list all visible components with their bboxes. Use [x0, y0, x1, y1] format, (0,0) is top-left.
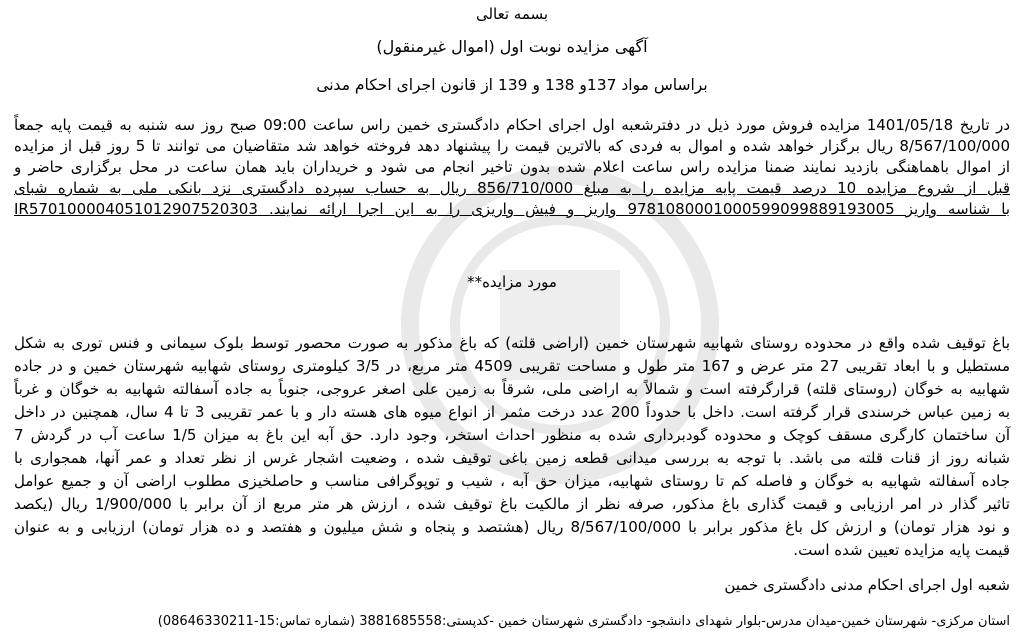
signature: شعبه اول اجرای احکام مدنی دادگستری خمین [724, 576, 1010, 594]
body-line: باغ توقیف شده واقع در محدوده روستای شهابیه شهرستان خمین (اراضی قلته) که باغ مذکور به صورت محصور توسط بلوک سیمانی و فنس توری به شکل [14, 334, 1010, 352]
body-line: مستطیل و با ابعاد تقریبی 27 متر عرض و 167 متر طول و مساحت تقریبی 4509 متر مربع، در 3/5 کیلومتری روستای شهابیه شهرستان خمین و در جاده [14, 357, 1010, 375]
body-line: و نود هزار تومان) و ارزش کل باغ مذکور برابر با 8/567/100/000 ریال (هشتصد و پنجاه و شش میلیون و هفتصد و ده هزار تومان) ارزیابی و به عنوان [14, 518, 1010, 536]
body-line: آن ساختمان کارگری مسقف کوچک و محدوده گودبرداری شده به منظور احداث استخر، وجود دارد. حق آبه این باغ به میزان 1/5 ساعت آب در گردش 7 [14, 426, 1011, 444]
item-heading: مورد مزایده** [467, 273, 557, 291]
body-line: شهابیه به خوگان (روستای قلته) قرارگرفته است و شمالاً به اراضی ملی، شرقاً به زمین علی اصغر عروجی، جنوباً به جاده آسفالته شهابیه به خوگان و غرباً [14, 380, 1010, 398]
body-line: قیمت پایه مزایده تعیین شده است. [793, 541, 1010, 559]
notice-subtitle: براساس مواد 137و 138 و 139 از قانون اجرای احکام مدنی [316, 76, 708, 94]
intro-line: در تاریخ 1401/05/18 مزایده فروش مورد ذیل در دفترشعبه اول اجرای احکام دادگستری خمین راس ساعت 09:00 صبح روز سه شنبه به قیمت پایه جمعاً [14, 116, 1011, 134]
intro-line: قبل از شروع مزایده 10 درصد قیمت پایه مزایده را به مبلغ 856/710/000 ریال به حساب سپرده دادگستری نزد بانکی ملی به شماره شبای [14, 179, 1011, 197]
body-line: شبانه روز از قنات قلته می باشد. با توجه به بررسی میدانی قطعه زمین باغی توقیف شده ، وضعیت اشجار غرس از نظر تعداد و عمر آنها، همجواری با [14, 449, 1010, 467]
body-line: جاده آسفالته شهابیه به خوگان و فاصله کم تا روستای شهابیه، میزان حق آبه ، شیب و توپوگرافی مناسب و حاصلخیزی مطلوب اراضی آن و جمیع عوامل [14, 472, 1010, 490]
intro-line: 8/567/100/000 ریال برگزار خواهد شده و اموال به فردی که بالاترین قیمت را پیشنهاد دهد فروخته خواهد شد متقاضیان می توانند تا 5 روز قبل از مزایده [14, 137, 1010, 155]
intro-line: با شناسه واریز 9781080001000599099889193005 واریز و فیش واریزی را به این اجرا ارائه نمایند. IR570100004051012907520303 [14, 200, 1010, 218]
body-line: به زمین عباس خرسندی قرار گرفته است. داخل با حدوداً 200 عدد درخت مثمر از انواع میوه های هسته دار و با عمر تقریبی 3 تا 4 سال، همچنین در داخل [14, 403, 1011, 421]
body-line: تاثیر گذار در امر ارزیابی و قیمت گذاری باغ مذکور، صرفه نظر از مالکیت باغ توقیف شده ، ارزش هر متر مربع از آن برابر با 1/900/000 ریال (یکصد [14, 495, 1010, 513]
intro-line: از اموال باهماهنگی بازدید نمایند ضمنا مزایده راس ساعت اعلام شده بدون تاخیر انجام می شود و خریداران باید همان ساعت در محل برگزاری حاضر و [14, 158, 1010, 176]
basmala: بسمه تعالی [475, 5, 549, 23]
notice-title: آگهی مزایده نوبت اول (اموال غیرمنقول) [376, 37, 648, 56]
footer-address: استان مرکزی- شهرستان خمین-میدان مدرس-بلوار شهدای دانشجو- دادگستری شهرستان خمین -کدپستی:3881685558 (شماره تماس:15-08646330211) [157, 614, 1010, 629]
